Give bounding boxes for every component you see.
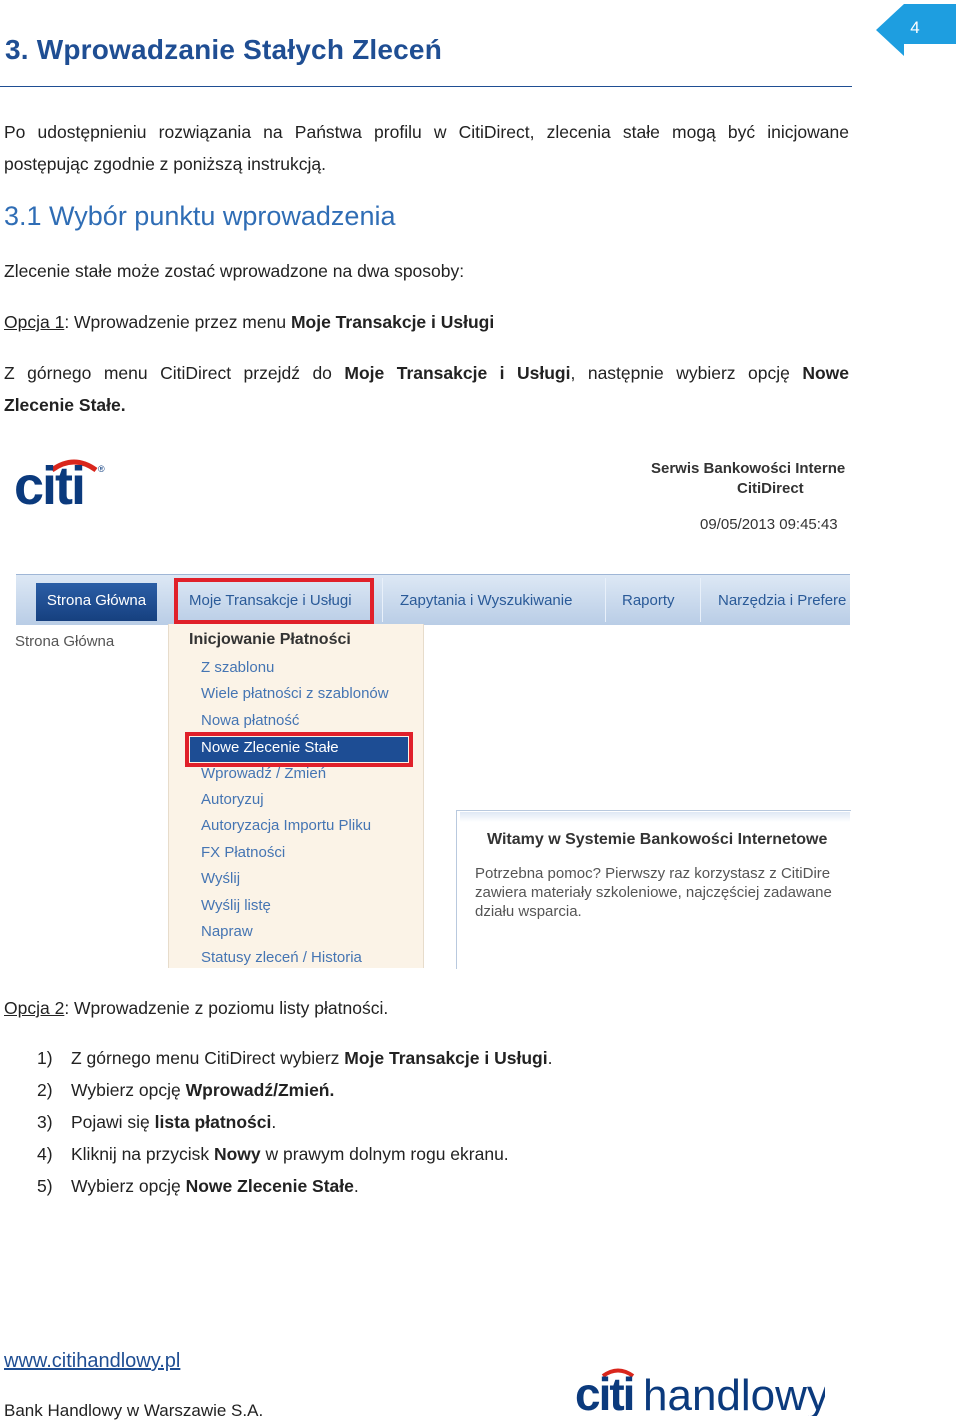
option-1-desc-line-2 — [4, 389, 849, 421]
list-item-tail: . — [353, 1176, 359, 1196]
list-item-bold: Wprowadź/Zmień. — [185, 1080, 335, 1100]
option-1-desc-c: , następnie wybierz opcję — [570, 363, 803, 383]
option-1-bold: Moje Transakcje i Usługi — [290, 312, 495, 332]
list-item-number: 2) — [37, 1080, 53, 1100]
option-1-text: : Wprowadzenie przez menu — [64, 312, 291, 332]
list-item-number: 1) — [37, 1048, 53, 1068]
menu-item-wyslij-liste[interactable]: Wyślij listę — [201, 897, 271, 914]
list-item-bold: Moje Transakcje i Usługi — [344, 1048, 548, 1068]
footer-bank-name: Bank Handlowy w Warszawie S.A. — [4, 1401, 264, 1420]
service-title: Serwis Bankowości Interne — [651, 460, 846, 477]
svg-text:citi: citi — [575, 1368, 634, 1416]
svg-text:handlowy: handlowy — [643, 1371, 825, 1416]
nav-separator — [700, 578, 701, 622]
menu-item-nowe-zlecenie-stale[interactable]: Nowe Zlecenie Stałe — [201, 739, 339, 756]
list-item-tail: . — [547, 1048, 553, 1068]
welcome-line-1: Potrzebna pomoc? Pierwszy raz korzystasz z CitiDire — [475, 865, 831, 882]
list-item-bold: lista płatności — [154, 1112, 272, 1132]
list-item-number: 3) — [37, 1112, 53, 1132]
nav-narzedzia[interactable]: Narzędzia i Prefere — [718, 592, 847, 609]
menu-item-autoryzuj[interactable]: Autoryzuj — [201, 791, 264, 808]
section-lead: Zlecenie stałe może zostać wprowadzone na dwa sposoby: — [4, 261, 465, 281]
nav-strona-glowna[interactable]: Strona Główna — [36, 583, 157, 621]
page-title: 3. Wprowadzanie Stałych Zleceń — [5, 34, 443, 65]
list-item-text: Kliknij na przycisk — [71, 1144, 214, 1164]
svg-text:citi: citi — [14, 456, 85, 508]
page-number: 4 — [910, 18, 920, 37]
nav-raporty[interactable]: Raporty — [622, 592, 675, 609]
citi-logo — [14, 456, 106, 513]
list-item-text: Wybierz opcję — [71, 1176, 186, 1196]
menu-item-fx-platnosci[interactable]: FX Płatności — [201, 844, 286, 861]
menu-item-z-szablonu[interactable]: Z szablonu — [201, 659, 275, 676]
nav-separator — [382, 578, 383, 622]
welcome-title: Witamy w Systemie Bankowości Internetowe — [487, 831, 828, 848]
option-1-line — [4, 306, 849, 338]
welcome-text — [475, 864, 850, 921]
welcome-panel-header — [460, 812, 850, 822]
option-1-label: Opcja 1 — [4, 312, 65, 332]
list-item-bold: Nowe Zlecenie Stałe — [185, 1176, 354, 1196]
list-item-bold: Nowy — [213, 1144, 261, 1164]
menu-item-nowa-platnosc[interactable]: Nowa płatność — [201, 712, 300, 729]
citi-handlowy-logo — [575, 1364, 825, 1421]
svg-text:®: ® — [98, 464, 105, 474]
list-item-number: 4) — [37, 1144, 53, 1164]
menu-item-napraw[interactable]: Napraw — [201, 923, 253, 940]
list-item-tail: w prawym dolnym rogu ekranu. — [260, 1144, 509, 1164]
list-item — [37, 1176, 359, 1197]
welcome-line-2: zawiera materiały szkoleniowe, najczęściej zadawane — [475, 884, 832, 901]
list-item-text: Z górnego menu CitiDirect wybierz — [71, 1048, 345, 1068]
list-item-number: 5) — [37, 1176, 53, 1196]
intro-line-1: Po udostępnieniu rozwiązania na Państwa profilu w CitiDirect, zlecenia stałe mogą być inicjowane — [4, 122, 849, 142]
option-2-text: : Wprowadzenie z poziomu listy płatności. — [64, 998, 389, 1018]
list-item — [37, 1080, 334, 1101]
menu-item-wiele-platnosci[interactable]: Wiele płatności z szablonów — [201, 685, 389, 702]
menu-item-statusy[interactable]: Statusy zleceń / Historia — [201, 949, 362, 966]
welcome-line-3: działu wsparcia. — [475, 903, 582, 920]
nav-moje-transakcje[interactable]: Moje Transakcje i Usługi — [189, 592, 352, 609]
highlight-box-nav — [174, 578, 374, 624]
option-2-label: Opcja 2 — [4, 998, 65, 1018]
menu-item-wyslij[interactable]: Wyślij — [201, 870, 241, 887]
section-title: 3.1 Wybór punktu wprowadzenia — [4, 201, 396, 231]
list-item — [37, 1112, 276, 1133]
option-1-desc-a: Z górnego menu CitiDirect przejdź do — [4, 363, 345, 383]
option-1-desc-d: Nowe — [802, 363, 849, 383]
service-datetime: 09/05/2013 09:45:43 — [700, 516, 838, 533]
option-1-desc-b: Moje Transakcje i Usługi — [344, 363, 571, 383]
nav-separator — [605, 578, 606, 622]
heading-rule — [0, 86, 852, 87]
service-name: CitiDirect — [737, 480, 804, 497]
list-item — [37, 1144, 509, 1165]
list-item-text: Wybierz opcję — [71, 1080, 186, 1100]
intro-line-2: postępując zgodnie z poniższą instrukcją. — [4, 154, 326, 174]
option-1-desc-e: Zlecenie Stałe. — [4, 395, 126, 415]
footer-website-link[interactable]: www.citihandlowy.pl — [4, 1350, 181, 1372]
menu-item-autoryzacja-importu[interactable]: Autoryzacja Importu Pliku — [201, 817, 372, 834]
list-item — [37, 1048, 552, 1069]
breadcrumb[interactable]: Strona Główna — [15, 633, 115, 650]
list-item-text: Pojawi się — [71, 1112, 155, 1132]
option-1-desc-line-1 — [4, 357, 849, 389]
menu-item-wprowadz-zmien[interactable]: Wprowadź / Zmień — [201, 765, 327, 782]
list-item-tail: . — [271, 1112, 277, 1132]
menu-heading: Inicjowanie Płatności — [189, 631, 351, 648]
option-2-line — [4, 992, 849, 1024]
nav-zapytania[interactable]: Zapytania i Wyszukiwanie — [400, 592, 573, 609]
